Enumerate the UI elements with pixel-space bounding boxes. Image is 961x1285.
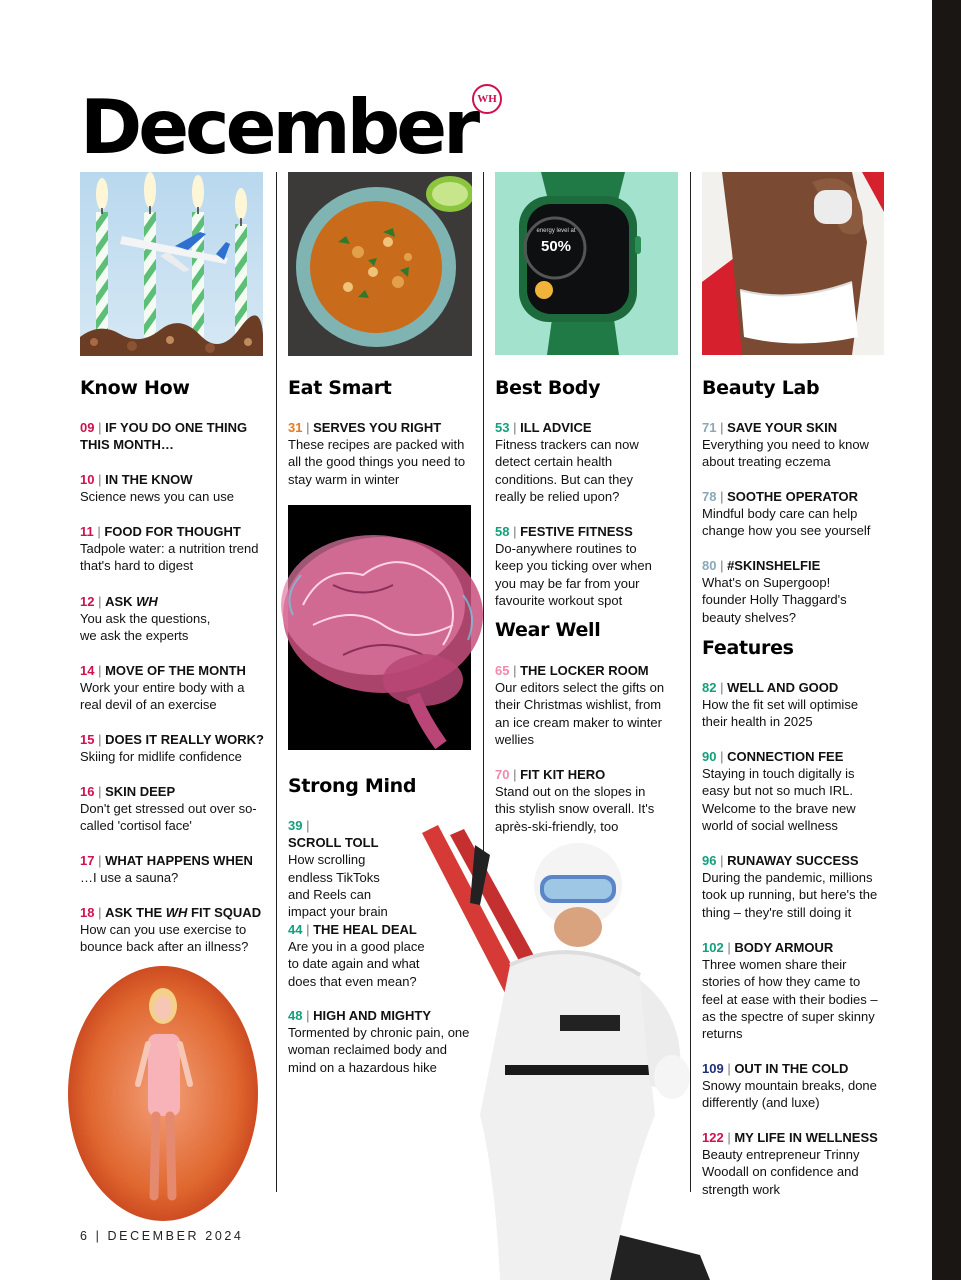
- candles-photo: [80, 172, 263, 356]
- separator: |: [93, 524, 105, 539]
- entry-description: Do-anywhere routines to keep you ticking over when you may be far from your favourite workout spot: [495, 541, 652, 608]
- entry-description: Don't get stressed out over so-called 'cortisol face': [80, 801, 257, 834]
- contents-entry[interactable]: [702, 679, 877, 731]
- page-title: December: [80, 83, 477, 171]
- page-number: 78: [702, 489, 717, 504]
- page-number: 82: [702, 680, 717, 695]
- page-number: 16: [80, 784, 95, 799]
- entry-title: BODY ARMOUR: [734, 940, 834, 955]
- contents-entry[interactable]: [288, 419, 473, 488]
- contents-entry[interactable]: [702, 1129, 882, 1198]
- entry-title: ILL ADVICE: [520, 420, 592, 435]
- contents-entry[interactable]: [288, 921, 438, 990]
- entry-title: SERVES YOU RIGHT: [313, 420, 442, 435]
- entry-title-emphasis: WH: [165, 905, 188, 920]
- page-number: 80: [702, 558, 717, 573]
- contents-entry[interactable]: [495, 523, 667, 609]
- entry-title: SAVE YOUR SKIN: [727, 420, 838, 435]
- separator: |: [302, 420, 314, 435]
- contents-entry[interactable]: [702, 1060, 882, 1112]
- entry-description: Mindful body care can help change how you see yourself: [702, 506, 871, 539]
- separator: |: [723, 1130, 735, 1145]
- page-number: 39: [288, 818, 303, 833]
- separator: |: [716, 420, 728, 435]
- page-number: 31: [288, 420, 303, 435]
- wh-logo: WH: [472, 84, 502, 114]
- smartwatch-photo: [495, 172, 678, 355]
- entry-title: OUT IN THE COLD: [734, 1061, 849, 1076]
- page-number: 17: [80, 853, 95, 868]
- entry-title: MOVE OF THE MONTH: [105, 663, 246, 678]
- entry-title: DOES IT REALLY WORK?: [105, 732, 264, 747]
- entry-title: ASK: [105, 594, 137, 609]
- contents-entry[interactable]: [80, 852, 265, 886]
- entry-title: FOOD FOR THOUGHT: [104, 524, 241, 539]
- curry-bowl-photo: [288, 172, 472, 356]
- page-number: 44: [288, 922, 303, 937]
- entry-title: #SKINSHELFIE: [727, 558, 821, 573]
- page-number: 10: [80, 472, 95, 487]
- entry-title: MY LIFE IN WELLNESS: [734, 1130, 878, 1145]
- contents-entry[interactable]: [702, 748, 862, 834]
- entry-description: Beauty entrepreneur Trinny Woodall on confidence and strength work: [702, 1147, 860, 1197]
- entry-description: …I use a sauna?: [80, 870, 179, 886]
- entry-title: SCROLL TOLL: [288, 835, 379, 851]
- page-spine: [932, 0, 961, 1280]
- entry-title: WELL AND GOOD: [727, 680, 839, 695]
- watch-screen-value: 50%: [540, 238, 572, 255]
- contents-entry[interactable]: [702, 557, 872, 626]
- page-number: 102: [702, 940, 724, 955]
- page-number: 96: [702, 853, 717, 868]
- page-number: 48: [288, 1008, 303, 1023]
- contents-entry[interactable]: [702, 488, 882, 540]
- entry-title-emphasis: WH: [136, 594, 158, 609]
- entry-description: What's on Supergoop! founder Holly Thaggard's beauty shelves?: [702, 575, 847, 625]
- entry-title: IF YOU DO ONE THING THIS MONTH…: [80, 420, 248, 453]
- contents-entry[interactable]: [80, 523, 265, 575]
- entry-title: WHAT HAPPENS WHEN: [105, 853, 253, 868]
- entry-title: ASK THE: [105, 905, 166, 920]
- contents-entry[interactable]: [702, 939, 882, 1042]
- entry-title-tail: FIT SQUAD: [187, 905, 262, 920]
- separator: |: [723, 1061, 735, 1076]
- separator: |: [94, 663, 106, 678]
- section-heading-wear-well: Wear Well: [495, 619, 601, 641]
- entry-description: Tadpole water: a nutrition trend that's hard to digest: [80, 541, 259, 574]
- separator: |: [94, 853, 106, 868]
- entry-description: How scrolling endless TikToks and Reels can impact your brain: [288, 852, 388, 920]
- separator: |: [716, 680, 728, 695]
- contents-entry[interactable]: [495, 419, 655, 505]
- separator: |: [94, 472, 106, 487]
- page-number: 12: [80, 594, 95, 609]
- contents-entry[interactable]: [80, 731, 270, 765]
- contents-entry[interactable]: [80, 471, 265, 505]
- entry-title: HIGH AND MIGHTY: [313, 1008, 432, 1023]
- page-number: 15: [80, 732, 95, 747]
- entry-title: CONNECTION FEE: [727, 749, 844, 764]
- separator: |: [94, 732, 106, 747]
- contents-entry[interactable]: [80, 783, 260, 835]
- entry-description: During the pandemic, millions took up running, but here's the thing – they're still doing it: [702, 870, 878, 920]
- section-heading-best-body: Best Body: [495, 377, 601, 399]
- separator: |: [509, 524, 521, 539]
- entry-description: Three women share their stories of how they came to feel at ease with their bodies – as the spectre of super skinny returns: [702, 957, 878, 1042]
- entry-title: SKIN DEEP: [105, 784, 176, 799]
- page-number: 09: [80, 420, 95, 435]
- separator: |: [716, 489, 728, 504]
- separator: |: [716, 749, 728, 764]
- section-heading-know-how: Know How: [80, 377, 190, 399]
- page-number: 65: [495, 663, 510, 678]
- contents-entry[interactable]: [80, 593, 230, 645]
- page-number: 18: [80, 905, 95, 920]
- entry-description: How the fit set will optimise their health in 2025: [702, 697, 859, 730]
- entry-title: THE HEAL DEAL: [313, 922, 417, 937]
- separator: |: [302, 818, 310, 833]
- entry-description: Work your entire body with a real devil of an exercise: [80, 680, 245, 713]
- entry-description: These recipes are packed with all the good things you need to stay warm in winter: [288, 437, 466, 487]
- watch-screen-label: energy level at: [536, 228, 576, 234]
- separator: |: [509, 420, 521, 435]
- barbie-sauna-image: [68, 966, 258, 1221]
- separator: |: [509, 767, 521, 782]
- contents-entry[interactable]: [80, 904, 265, 956]
- section-heading-strong-mind: Strong Mind: [288, 775, 417, 797]
- contents-entry[interactable]: [495, 662, 667, 748]
- page-number: 58: [495, 524, 510, 539]
- separator: |: [94, 594, 106, 609]
- entry-title: FIT KIT HERO: [520, 767, 606, 782]
- separator: |: [302, 1008, 314, 1023]
- entry-description: Snowy mountain breaks, done differently (and luxe): [702, 1078, 877, 1111]
- page-number: 11: [80, 524, 94, 539]
- entry-description: Stand out on the slopes in this stylish snow overall. It's après-ski-friendly, too: [495, 784, 655, 834]
- entry-description: Are you in a good place to date again and what does that even mean?: [288, 939, 425, 989]
- section-heading-beauty-lab: Beauty Lab: [702, 377, 820, 399]
- separator: |: [94, 905, 106, 920]
- page-number: 14: [80, 663, 95, 678]
- entry-title: IN THE KNOW: [105, 472, 193, 487]
- page-folio: 6 | DECEMBER 2024: [80, 1229, 244, 1243]
- contents-entry[interactable]: [702, 852, 892, 921]
- contents-entry[interactable]: [80, 662, 265, 714]
- contents-entry[interactable]: [702, 419, 887, 471]
- page-number: 122: [702, 1130, 724, 1145]
- separator: |: [94, 420, 106, 435]
- entry-description: Staying in touch digitally is easy but not so much IRL. Welcome to the brave new world of social wellness: [702, 766, 856, 833]
- entry-description: How can you use exercise to bounce back after an illness?: [80, 922, 249, 955]
- page-number: 90: [702, 749, 717, 764]
- contents-entry[interactable]: [80, 419, 260, 453]
- entry-title: RUNAWAY SUCCESS: [727, 853, 859, 868]
- separator: |: [302, 922, 314, 937]
- section-heading-eat-smart: Eat Smart: [288, 377, 392, 399]
- separator: |: [723, 940, 735, 955]
- separator: |: [716, 558, 728, 573]
- contents-entry[interactable]: [288, 1007, 473, 1076]
- separator: |: [94, 784, 106, 799]
- entry-description: Our editors select the gifts on their Christmas wishlist, from an ice cream maker to winter wellies: [495, 680, 665, 747]
- entry-description: Skiing for midlife confidence: [80, 749, 242, 765]
- page-number: 70: [495, 767, 510, 782]
- entry-title: FESTIVE FITNESS: [520, 524, 633, 539]
- entry-title: SOOTHE OPERATOR: [727, 489, 859, 504]
- page-number: 109: [702, 1061, 724, 1076]
- entry-description: Tormented by chronic pain, one woman reclaimed body and mind on a hazardous hike: [288, 1025, 470, 1075]
- entry-title: THE LOCKER ROOM: [520, 663, 649, 678]
- contents-entry[interactable]: [288, 817, 398, 920]
- entry-description: Fitness trackers can now detect certain health conditions. But can they really be relied upon?: [495, 437, 639, 504]
- body-brush-photo: [702, 172, 884, 355]
- separator: |: [509, 663, 521, 678]
- page-number: 53: [495, 420, 510, 435]
- entry-description: You ask the questions, we ask the experts: [80, 611, 211, 644]
- page-number: 71: [702, 420, 717, 435]
- contents-entry[interactable]: [495, 766, 665, 835]
- brain-image: [288, 505, 471, 750]
- separator: |: [716, 853, 728, 868]
- section-heading-features: Features: [702, 637, 794, 659]
- entry-description: Everything you need to know about treating eczema: [702, 437, 869, 470]
- entry-description: Science news you can use: [80, 489, 234, 505]
